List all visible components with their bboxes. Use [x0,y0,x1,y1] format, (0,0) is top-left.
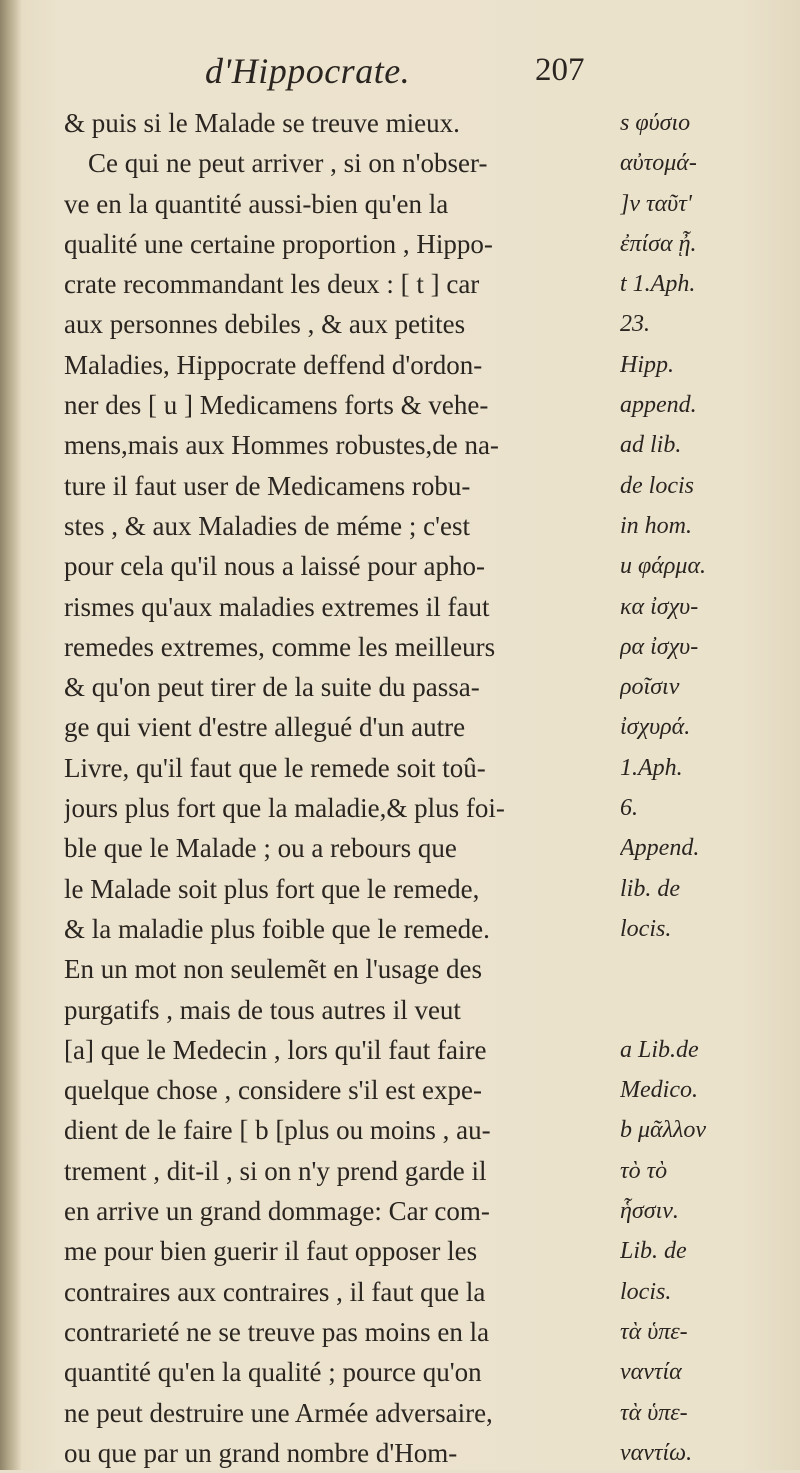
text-line: rismes qu'aux maladies extremes il faut [64,591,490,622]
text-line: crate recommandant les deux : [ t ] car [64,269,480,300]
text-line: qualité une certaine proportion , Hippo- [64,228,493,259]
margin-note: in hom. [620,512,692,539]
text-line: stes , & aux Maladies de méme ; c'est [64,510,471,541]
text-line: quantité qu'en la qualité ; pource qu'on [64,1357,482,1388]
text-line: [a] que le Medecin , lors qu'il faut faire [64,1034,487,1065]
text-line: aux personnes debiles , & aux petites [64,309,466,340]
margin-note: b μᾶλλον [620,1117,707,1144]
margin-note: Lib. de [620,1238,687,1265]
margin-note: 23. [620,311,650,338]
text-line: ve en la quantité aussi-bien qu'en la [64,188,449,219]
margin-note: ρα ἰσχυ- [620,633,699,660]
text-line: Livre, qu'il faut que le remede soit toû- [64,752,486,783]
text-line: le Malade soit plus fort que le remede, [64,873,480,904]
margin-note: ναντία [620,1359,682,1386]
text-line: dient de le faire [ b [plus ou moins , au- [64,1115,491,1146]
running-title: d'Hippocrate. [205,51,411,91]
margin-note: ναντίω. [620,1439,693,1466]
text-line: & la maladie plus foible que le remede. [64,913,490,944]
margin-note: 1.Aph. [620,754,683,781]
page-header [0,50,800,98]
text-line: en arrive un grand dommage: Car com- [64,1196,490,1227]
margin-note: t 1.Aph. [620,271,696,298]
text-line: & qu'on peut tirer de la suite du passa- [64,672,480,703]
text-line: trement , dit-il , si on n'y prend garde il [64,1155,487,1186]
text-line: pour cela qu'il nous a laissé pour apho- [64,551,486,582]
text-line: jours plus fort que la maladie,& plus foi- [64,793,505,824]
margin-note: ἧσσιν. [620,1198,679,1225]
text-line: mens,mais aux Hommes robustes,de na- [64,430,499,461]
text-line: contraires aux contraires , il faut que la [64,1276,486,1307]
margin-note: de locis [620,472,694,499]
text-line: ge qui vient d'estre allegué d'un autre [64,712,466,743]
margin-note: ad lib. [620,432,682,459]
text-line: contrarieté ne se treuve pas moins en la [64,1316,490,1347]
text-line: purgatifs , mais de tous autres il veut [64,994,461,1025]
text-line: quelque chose , considere s'il est expe- [64,1075,482,1106]
text-line: & puis si le Malade se treuve mieux. [64,108,460,138]
text-line: remedes extremes, comme les meilleurs [64,631,496,662]
margin-note: u φάρμα. [620,553,707,580]
margin-note: Append. [620,835,700,862]
text-line: ner des [ u ] Medicamens forts & vehe- [64,390,489,421]
margin-note: locis. [620,915,672,942]
margin-note: ἐπίσα ᾖ. [620,230,697,257]
page-gutter-shadow [0,0,22,1470]
margin-note: ροῖσιν [620,674,680,701]
margin-note: s φύσιο [620,110,691,136]
margin-note: αὐτομά- [620,150,697,177]
margin-note: κα ἰσχυ- [620,593,699,620]
margin-note [620,949,798,989]
text-line: ture il faut user de Medicamens robu- [64,470,471,501]
margin-note: a Lib.de [620,1036,699,1063]
margin-note: ἰσχυρά. [620,714,691,741]
page-number: 207 [535,52,585,88]
margin-note: ]ν ταῦτ' [620,190,692,217]
text-line: Maladies, Hippocrate deffend d'ordon- [64,349,483,380]
margin-note: τὰ ὑπε- [620,1399,688,1426]
margin-note: Hipp. [620,351,674,378]
margin-note: Medico. [620,1077,698,1104]
text-line: Ce qui ne peut arriver , si on n'obser- [88,148,488,179]
main-text-column [64,103,620,1473]
margin-note: lib. de [620,875,680,902]
margin-note: τὸ τὸ [620,1157,668,1184]
text-line: ou que par un grand nombre d'Hom- [64,1437,458,1468]
margin-note: 6. [620,795,638,822]
margin-notes-column [620,103,798,1473]
text-line: me pour bien guerir il faut opposer les [64,1236,478,1267]
text-line: En un mot non seulemẽt en l'usage des [64,954,483,985]
margin-note: τὰ ὑπε- [620,1318,688,1345]
margin-note: locis. [620,1278,672,1305]
margin-note [620,990,798,1030]
text-line: ble que le Malade ; ou a rebours que [64,833,457,864]
margin-note: append. [620,392,697,419]
text-line: ne peut destruire une Armée adversaire, [64,1397,493,1428]
